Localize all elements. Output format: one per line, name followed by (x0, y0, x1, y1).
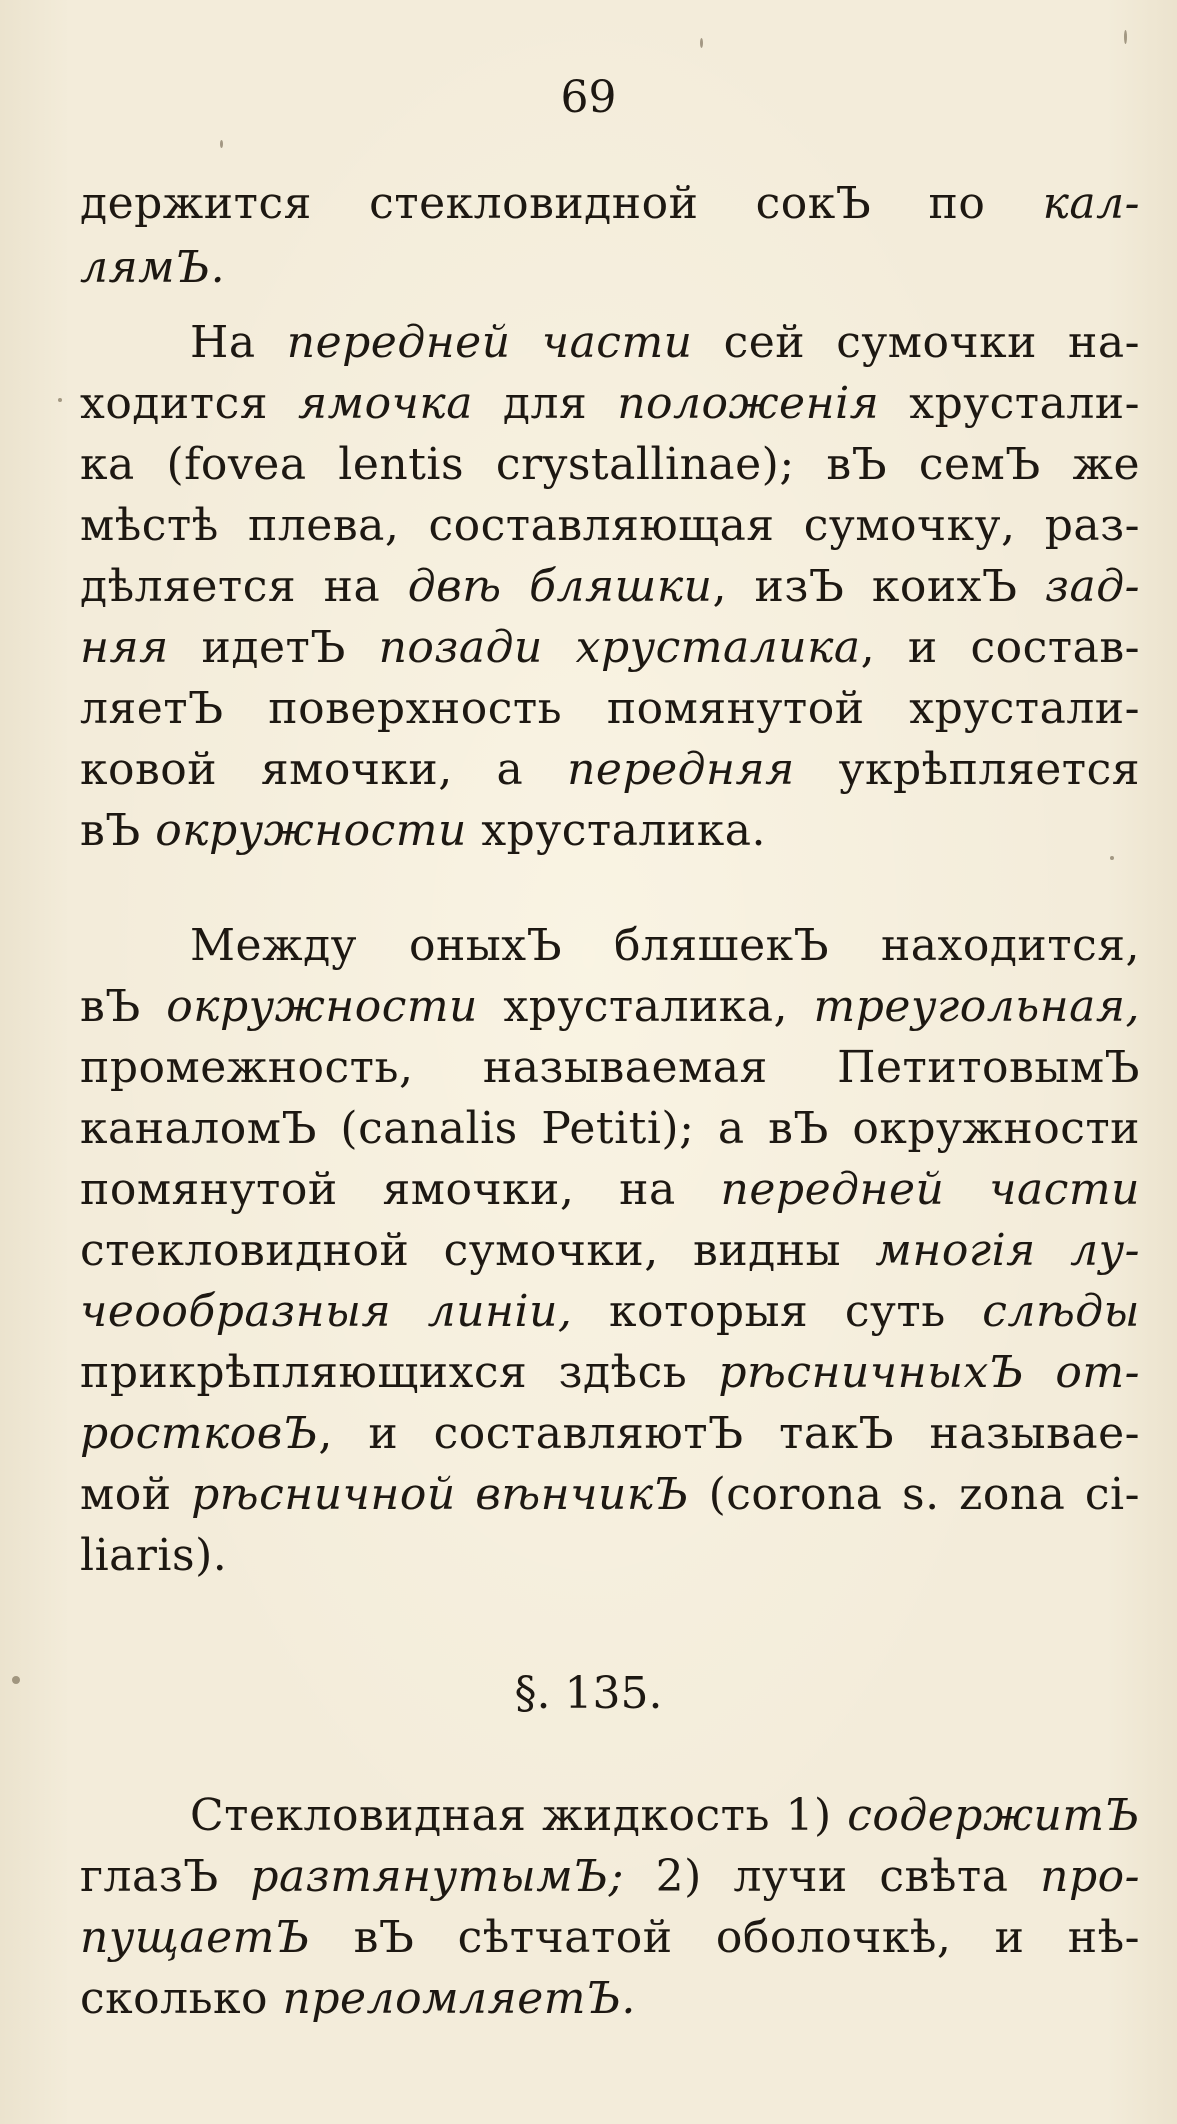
text-segment: помянутой ямочки, на (80, 1164, 721, 1215)
text-segment: liaris). (80, 1530, 228, 1581)
text-line-26 (80, 1971, 1140, 2027)
text-segment-italic: зад- (1045, 561, 1140, 612)
text-segment-italic: передняя (567, 744, 795, 795)
paper-speck (58, 398, 62, 402)
text-line-1 (80, 176, 1140, 232)
text-segment: 2) лучи свѣта (623, 1851, 1041, 1902)
text-segment-italic: двѣ бляшки (407, 561, 713, 612)
text-line-24 (80, 1849, 1140, 1905)
text-segment: вЪ сѣтчатой оболочкѣ, и нѣ- (310, 1912, 1140, 1963)
text-segment: , и состав- (860, 622, 1140, 673)
text-segment-italic: слѣды (982, 1286, 1140, 1337)
text-segment: (corona s. zona ci- (689, 1469, 1140, 1520)
text-segment-italic: чеообразныя линіи, (80, 1286, 573, 1337)
text-segment-italic: треугольная, (813, 981, 1140, 1032)
paper-speck (1110, 856, 1114, 860)
text-line-10 (80, 742, 1140, 798)
paper-speck (220, 140, 223, 148)
text-segment: , и составляютЪ такЪ называе- (318, 1408, 1140, 1459)
page-number: 69 (560, 72, 617, 123)
text-line-21 (80, 1467, 1140, 1523)
text-segment: укрѣпляется (794, 744, 1140, 795)
text-segment-italic: разтянутымЪ; (250, 1851, 624, 1902)
text-segment: которыя суть (572, 1286, 983, 1337)
text-segment: промежность, называемая ПетитовымЪ (80, 1042, 1140, 1093)
text-segment-italic: позади хрусталика (378, 622, 861, 673)
text-line-7 (80, 559, 1140, 615)
text-segment: хрустали- (879, 378, 1140, 429)
text-segment: На (190, 317, 287, 368)
text-segment: вЪ (80, 805, 156, 856)
text-segment-italic: пущаетЪ (80, 1912, 311, 1963)
text-segment-italic: передней части (720, 1164, 1140, 1215)
text-line-17 (80, 1223, 1140, 1279)
text-segment-italic: окружности (155, 805, 467, 856)
text-segment: хрусталика. (466, 805, 766, 856)
text-line-12 (190, 918, 1140, 974)
text-line-13 (80, 979, 1140, 1035)
text-segment-italic: кал- (1042, 178, 1140, 229)
text-line-14 (80, 1040, 1140, 1096)
text-line-25 (80, 1910, 1140, 1966)
text-line-11 (80, 803, 1140, 859)
text-segment-italic: передней части (286, 317, 693, 368)
text-segment: каналомЪ (canalis Petiti); а вЪ окружности (80, 1103, 1140, 1154)
text-line-20 (80, 1406, 1140, 1462)
text-line-8 (80, 620, 1140, 676)
text-segment: вЪ (80, 981, 167, 1032)
text-segment-italic: ямочка (297, 378, 473, 429)
text-segment: стекловидной сумочки, видны (80, 1225, 876, 1276)
text-segment-italic: многія лу- (875, 1225, 1140, 1276)
text-line-6 (80, 498, 1140, 554)
text-segment: прикрѣпляющихся здѣсь (80, 1347, 719, 1398)
text-segment: сколько (80, 1973, 283, 2024)
text-segment: мой (80, 1469, 192, 1520)
text-segment-italic: окружности (166, 981, 478, 1032)
text-segment-italic: преломляетЪ. (282, 1973, 636, 2024)
text-line-9 (80, 681, 1140, 737)
text-line-16 (80, 1162, 1140, 1218)
text-line-2 (80, 240, 1140, 296)
paper-speck (12, 1676, 20, 1684)
text-segment: дѣляется на (80, 561, 408, 612)
text-segment: идетЪ (168, 622, 379, 673)
text-segment: ка (fovea lentis crystallinae); вЪ семЪ же (80, 439, 1140, 490)
text-segment: Стекловидная жидкость 1) (190, 1790, 848, 1841)
text-segment-italic: лямЪ. (80, 242, 226, 293)
text-line-5 (80, 437, 1140, 493)
text-segment: ходится (80, 378, 298, 429)
text-segment: для (472, 378, 618, 429)
text-segment-italic: ростковЪ (80, 1408, 319, 1459)
text-segment: Между оныхЪ бляшекЪ находится, (190, 920, 1140, 971)
text-segment-italic: содержитЪ (847, 1790, 1140, 1841)
text-segment-italic: положенія (617, 378, 880, 429)
section-heading: §. 135. (514, 1668, 663, 1719)
text-segment-italic: рѣсничныхЪ от- (718, 1347, 1140, 1398)
text-segment: мѣстѣ плева, составляющая сумочку, раз- (80, 500, 1140, 551)
text-segment: сей сумочки на- (692, 317, 1140, 368)
text-segment: глазЪ (80, 1851, 251, 1902)
text-segment: ковой ямочки, а (80, 744, 568, 795)
text-line-18 (80, 1284, 1140, 1340)
text-segment-italic: няя (80, 622, 169, 673)
text-segment: , изЪ коихЪ (712, 561, 1046, 612)
text-segment: держится стекловидной сокЪ по (80, 178, 1043, 229)
text-segment: хрусталика, (477, 981, 814, 1032)
text-line-4 (80, 376, 1140, 432)
text-line-22 (80, 1528, 1140, 1584)
text-line-19 (80, 1345, 1140, 1401)
text-segment: ляетЪ поверхность помянутой хрустали- (80, 683, 1140, 734)
text-segment-italic: рѣсничной вѣнчикЪ (191, 1469, 690, 1520)
text-line-3 (190, 315, 1140, 371)
paper-speck (700, 38, 703, 48)
text-line-15 (80, 1101, 1140, 1157)
paper-speck (1124, 30, 1127, 44)
text-segment-italic: про- (1040, 1851, 1140, 1902)
text-line-23 (190, 1788, 1140, 1844)
